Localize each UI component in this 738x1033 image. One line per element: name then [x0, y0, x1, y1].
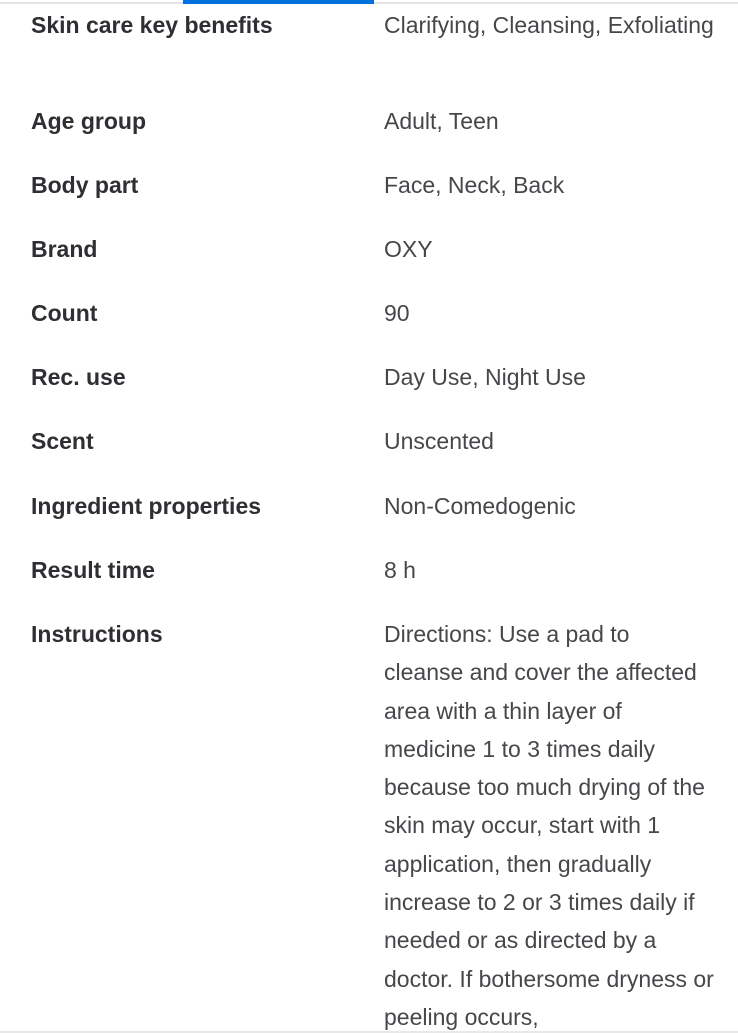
- spec-label: Result time: [31, 557, 155, 583]
- spec-label: Ingredient properties: [31, 493, 262, 519]
- spec-label: Scent: [31, 428, 94, 454]
- spec-label: Body part: [31, 172, 139, 198]
- spec-value: Adult, Teen: [384, 108, 499, 134]
- active-tab-indicator: [183, 0, 374, 4]
- spec-value: 90: [384, 300, 410, 326]
- spec-label: Skin care key benefits: [31, 12, 273, 38]
- spec-value: Face, Neck, Back: [384, 172, 565, 198]
- spec-label: Instructions: [31, 621, 163, 647]
- spec-value: 8 h: [384, 557, 416, 583]
- spec-label: Age group: [31, 108, 146, 134]
- spec-label: Count: [31, 300, 98, 326]
- spec-value: Clarifying, Cleansing, Exfoliating: [384, 12, 714, 38]
- spec-value: Unscented: [384, 428, 494, 454]
- spec-label: Brand: [31, 236, 98, 262]
- spec-value: OXY: [384, 236, 433, 262]
- spec-value: Directions: Use a pad to cleanse and cover the affected area with a thin layer of medicine 1 to 3 times daily because too much drying of the skin may occur, start with 1 application, then gradually increase to 2 or 3 times daily if needed or as directed by a doctor. If bothersome dryness or peeling occurs,: [384, 621, 714, 1030]
- spec-value: Day Use, Night Use: [384, 364, 586, 390]
- spec-value: Non-Comedogenic: [384, 493, 576, 519]
- spec-label: Rec. use: [31, 364, 126, 390]
